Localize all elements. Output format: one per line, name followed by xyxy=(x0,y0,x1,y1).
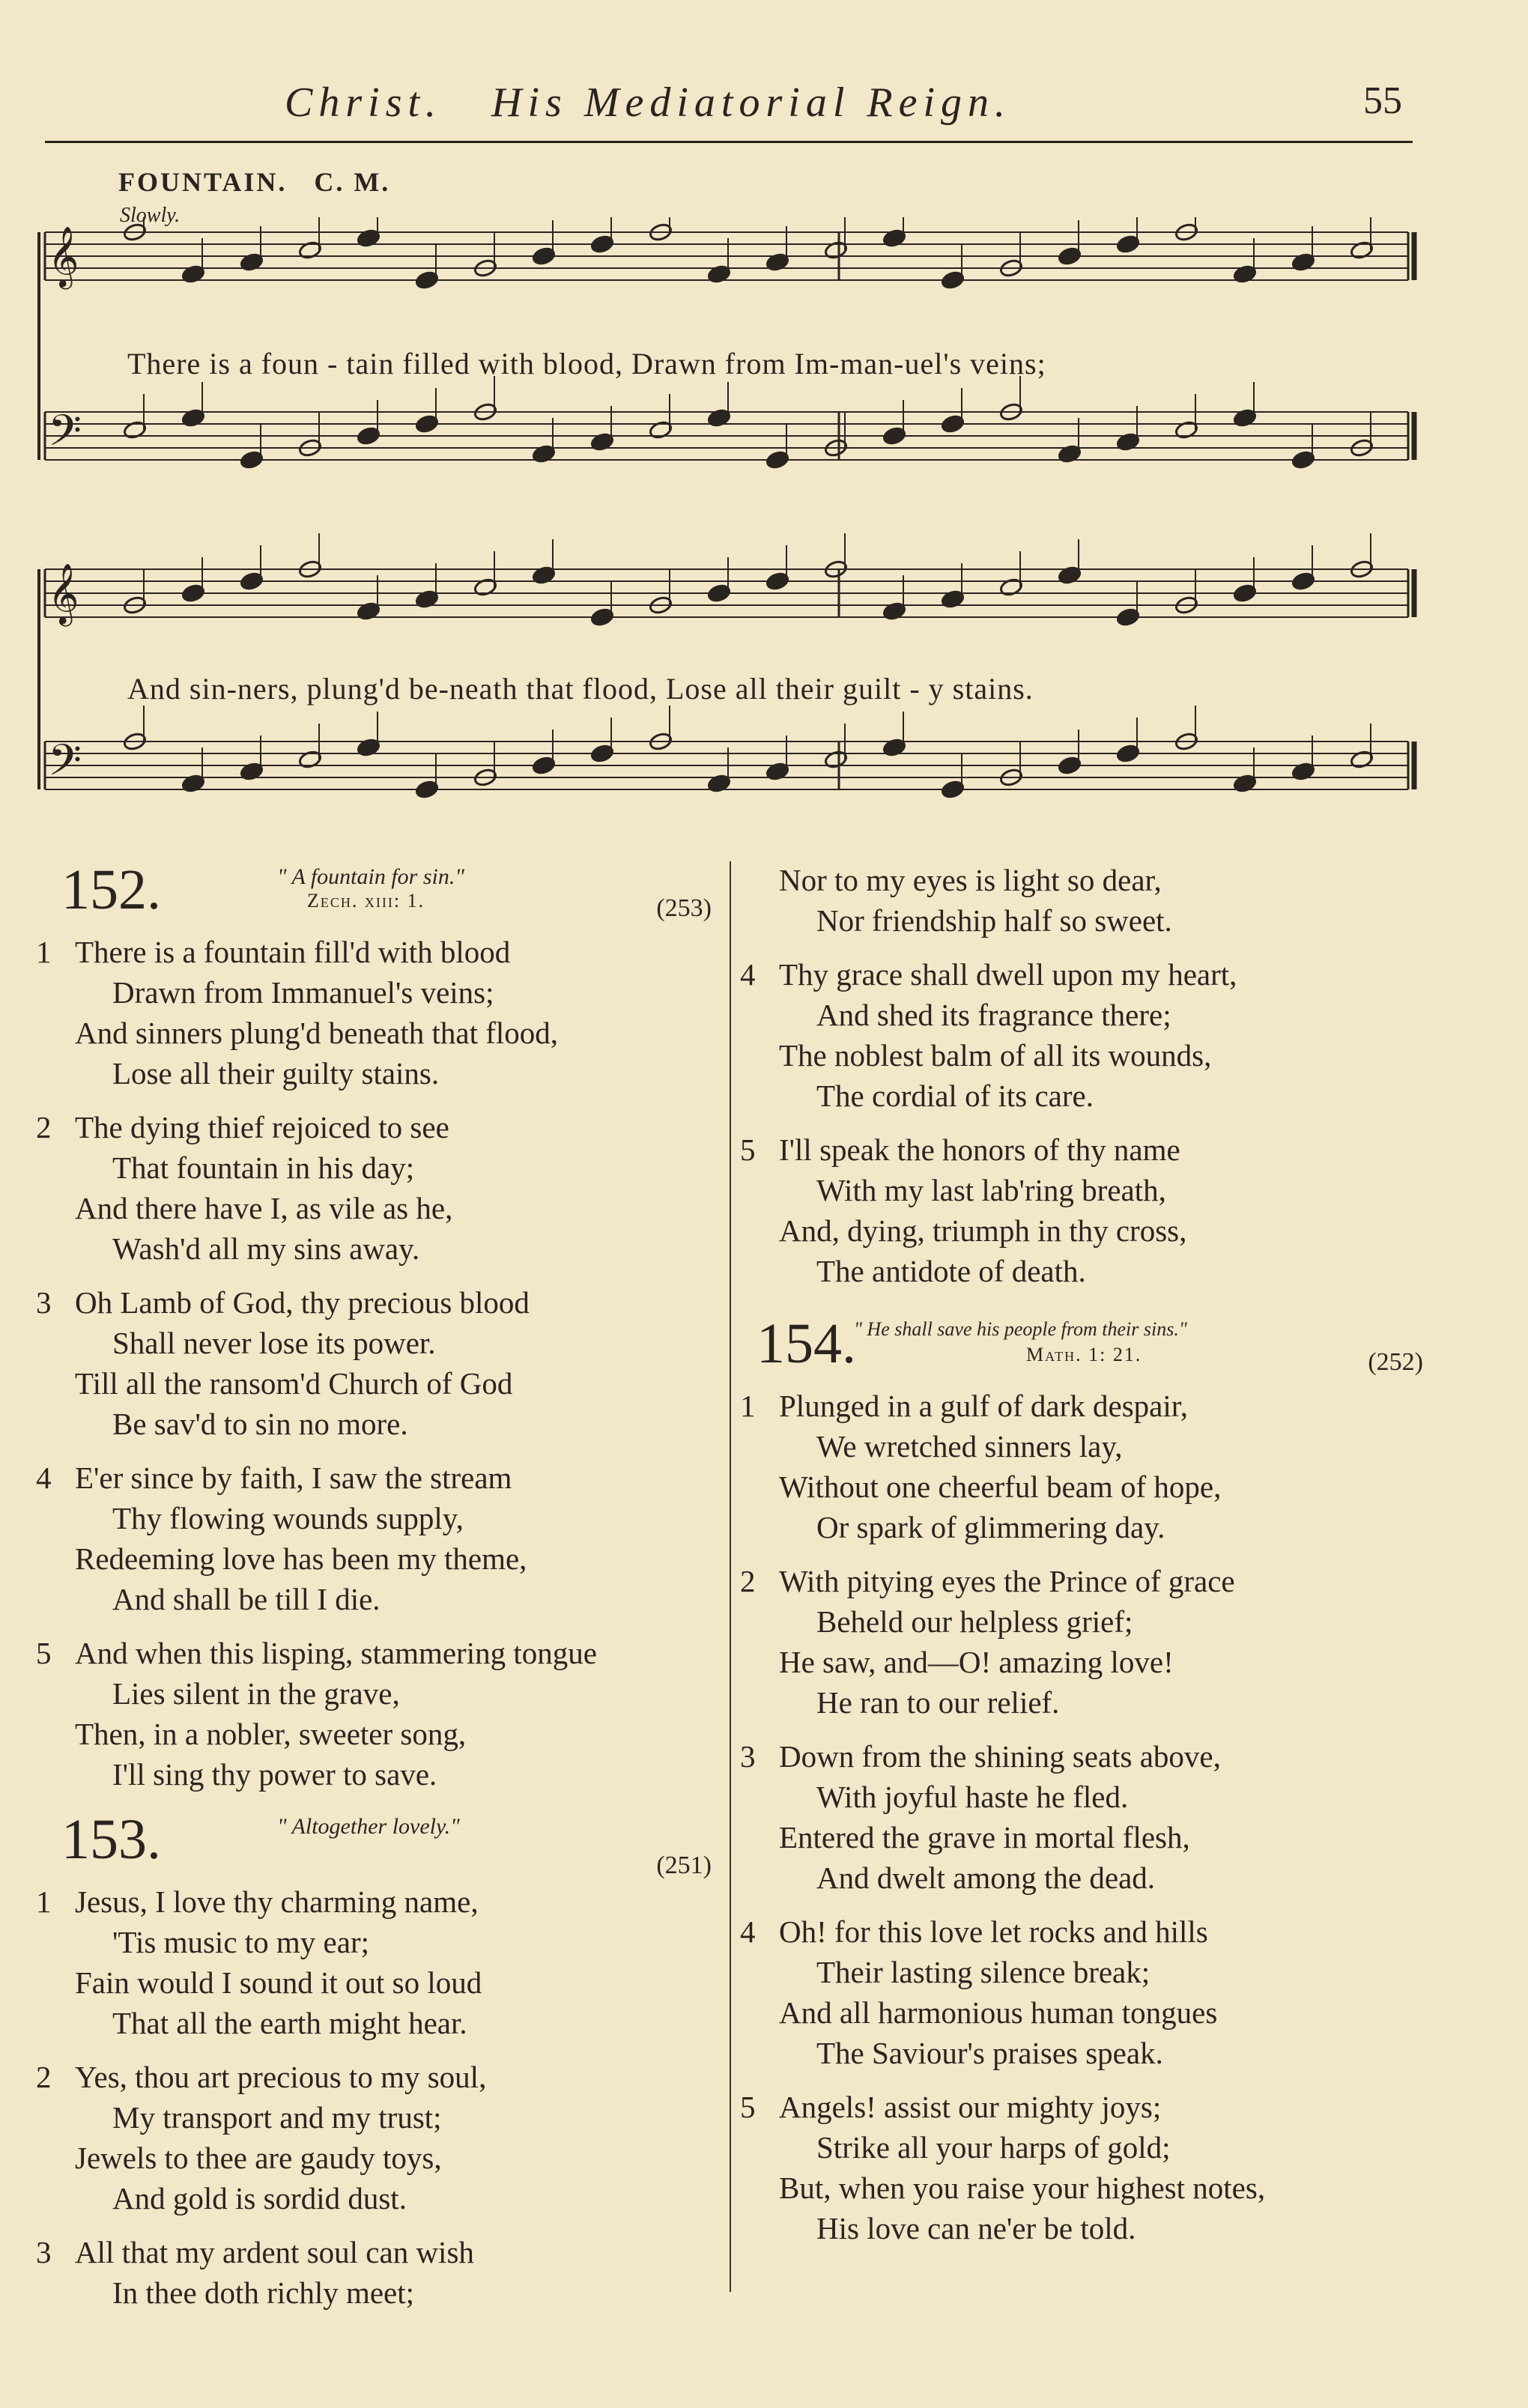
lyrics-line-1: There is a foun - tain filled with blood, Drawn from Im-man-uel's veins; xyxy=(127,347,1046,380)
hymn-line xyxy=(734,2208,1423,2248)
hymn-line xyxy=(30,1538,727,1579)
line-text: And sinners plung'd beneath that flood, xyxy=(75,1016,559,1050)
hymn-line xyxy=(30,1147,727,1188)
bass-clef-icon: 𝄢 xyxy=(48,405,82,467)
hymn-line xyxy=(30,2138,727,2178)
hymn-line xyxy=(734,1642,1423,1682)
hymn-line xyxy=(30,1013,727,1053)
line-text: Drawn from Immanuel's veins; xyxy=(112,975,494,1010)
hymn-line xyxy=(734,1251,1423,1291)
hymn-line xyxy=(30,1714,727,1754)
line-text: In thee doth richly meet; xyxy=(112,2275,415,2310)
hymn-motto: " A fountain for sin." xyxy=(277,864,464,889)
line-text: The dying thief rejoiced to see xyxy=(75,1110,449,1144)
hymn-number: 152. xyxy=(61,858,161,921)
music-score xyxy=(30,217,1431,839)
line-text: Beheld our helpless grief; xyxy=(816,1604,1133,1639)
hymn-line xyxy=(734,1507,1423,1547)
treble-clef-icon: 𝄞 xyxy=(48,562,79,624)
running-head xyxy=(285,79,1528,124)
bass-clef-icon: 𝄢 xyxy=(48,735,82,796)
stanza-number: 5 xyxy=(740,2090,756,2124)
stanza xyxy=(734,954,1423,1116)
line-text: We wretched sinners lay, xyxy=(816,1429,1123,1464)
line-text: Jesus, I love thy charming name, xyxy=(75,1884,479,1919)
line-text: That all the earth might hear. xyxy=(112,2006,467,2040)
hymn-line xyxy=(734,1817,1423,1857)
stanza-number: 5 xyxy=(36,1636,52,1670)
line-text: With joyful haste he fled. xyxy=(816,1780,1129,1814)
line-text: And shed its fragrance there; xyxy=(816,998,1171,1032)
line-text: And dwelt among the dead. xyxy=(816,1860,1156,1895)
line-text: And shall be till I die. xyxy=(112,1582,381,1616)
line-text: And there have I, as vile as he, xyxy=(75,1191,453,1225)
hymn-line xyxy=(30,932,727,972)
hymn-line xyxy=(30,1579,727,1619)
line-text: And when this lisping, stammering tongue xyxy=(75,1636,597,1670)
score-svg xyxy=(30,217,1431,839)
hymn-line xyxy=(30,1922,727,1962)
hymn-line xyxy=(30,1188,727,1228)
tune-name: FOUNTAIN. C. M. xyxy=(118,167,391,197)
stanza xyxy=(30,1107,727,1269)
hymn-line xyxy=(30,972,727,1013)
hymn-line xyxy=(30,1107,727,1147)
hymn-line xyxy=(734,1777,1423,1817)
hymn-line xyxy=(734,900,1423,941)
hymn-line xyxy=(734,954,1423,995)
hymn-line xyxy=(30,2178,727,2219)
stanza-list xyxy=(734,1386,1423,2248)
hymn-line xyxy=(30,1228,727,1269)
stanza-number: 2 xyxy=(36,1110,52,1144)
line-text: He ran to our relief. xyxy=(816,1685,1060,1720)
stanza-number: 1 xyxy=(740,1389,756,1423)
hymn-line xyxy=(734,1561,1423,1601)
line-text: And, dying, triumph in thy cross, xyxy=(779,1213,1187,1248)
hymn-153 xyxy=(30,1810,727,2313)
left-column xyxy=(30,860,727,2326)
line-text: Jewels to thee are gaudy toys, xyxy=(75,2141,442,2175)
hymn-154 xyxy=(734,1314,1423,2248)
hymn-line xyxy=(30,1673,727,1714)
header-rule xyxy=(45,141,1413,143)
stanza xyxy=(30,2057,727,2219)
line-text: E'er since by faith, I saw the stream xyxy=(75,1461,512,1495)
hymn-line xyxy=(30,1053,727,1094)
stanza xyxy=(734,1129,1423,1291)
hymn-line xyxy=(30,1633,727,1673)
line-text: And all harmonious human tongues xyxy=(779,1995,1218,2030)
hymn-line xyxy=(734,2033,1423,2073)
hymn-line xyxy=(30,2057,727,2097)
hymn-line xyxy=(30,1881,727,1922)
stanza xyxy=(734,2087,1423,2248)
hymn-line xyxy=(30,1282,727,1323)
stanza-number: 1 xyxy=(36,1884,52,1919)
right-column xyxy=(734,860,1423,2262)
line-text: All that my ardent soul can wish xyxy=(75,2235,474,2269)
hymn-line xyxy=(30,1458,727,1498)
stanza xyxy=(734,1911,1423,2073)
line-text: Without one cheerful beam of hope, xyxy=(779,1470,1222,1504)
line-text: But, when you raise your highest notes, xyxy=(779,2171,1266,2205)
line-text: 'Tis music to my ear; xyxy=(112,1925,369,1959)
hymn-line xyxy=(734,1210,1423,1251)
line-text: Or spark of glimmering day. xyxy=(816,1510,1165,1544)
line-text: Plunged in a gulf of dark despair, xyxy=(779,1389,1189,1423)
line-text: The cordial of its care. xyxy=(816,1079,1094,1113)
line-text: Shall never lose its power. xyxy=(112,1326,436,1360)
hymn-line xyxy=(30,2272,727,2313)
hymn-line xyxy=(30,1404,727,1444)
hymn-line xyxy=(734,1467,1423,1507)
hymn-line xyxy=(734,1952,1423,1992)
hymn-line xyxy=(734,1682,1423,1723)
line-text: There is a fountain fill'd with blood xyxy=(75,935,511,969)
stanza-number: 3 xyxy=(740,1739,756,1774)
line-text: His love can ne'er be told. xyxy=(816,2211,1136,2245)
hymn-header xyxy=(30,860,727,932)
line-text: Down from the shining seats above, xyxy=(779,1739,1221,1774)
hymn-line xyxy=(734,860,1423,900)
line-text: The Saviour's praises speak. xyxy=(816,2036,1163,2070)
tune-reference: (253) xyxy=(656,894,712,922)
stanza-number: 2 xyxy=(740,1564,756,1598)
line-text: Thy flowing wounds supply, xyxy=(112,1501,464,1535)
stanza xyxy=(734,860,1423,941)
line-text: Fain would I sound it out so loud xyxy=(75,1965,482,2000)
scripture-reference: Math. 1: 21. xyxy=(1026,1344,1142,1365)
hymn-line xyxy=(30,1363,727,1404)
stanza-number: 4 xyxy=(740,957,756,992)
line-text: Oh! for this love let rocks and hills xyxy=(779,1914,1208,1949)
line-text: Nor to my eyes is light so dear, xyxy=(779,863,1162,897)
line-text: The antidote of death. xyxy=(816,1254,1086,1288)
stanza-number: 4 xyxy=(740,1914,756,1949)
hymn-153-continuation xyxy=(734,860,1423,1291)
line-text: Till all the ransom'd Church of God xyxy=(75,1366,513,1401)
stanza xyxy=(30,1282,727,1444)
line-text: Lies silent in the grave, xyxy=(112,1676,400,1711)
line-text: With my last lab'ring breath, xyxy=(816,1173,1166,1207)
line-text: The noblest balm of all its wounds, xyxy=(779,1038,1212,1073)
hymn-line xyxy=(734,1601,1423,1642)
hymn-line xyxy=(734,1992,1423,2033)
line-text: Wash'd all my sins away. xyxy=(112,1231,420,1266)
hymn-header xyxy=(30,1810,727,1881)
stanza-list xyxy=(30,932,727,1795)
line-text: I'll sing thy power to save. xyxy=(112,1757,437,1792)
page-number: 55 xyxy=(1363,79,1402,122)
line-text: And gold is sordid dust. xyxy=(112,2181,407,2216)
hymn-number: 153. xyxy=(61,1808,161,1871)
stanza xyxy=(734,1561,1423,1723)
hymn-line xyxy=(734,1170,1423,1210)
hymn-line xyxy=(734,1857,1423,1898)
hymn-152 xyxy=(30,860,727,1795)
line-text: Thy grace shall dwell upon my heart, xyxy=(779,957,1237,992)
hymn-line xyxy=(30,1754,727,1795)
treble-clef-icon: 𝄞 xyxy=(48,225,79,287)
line-text: Yes, thou art precious to my soul, xyxy=(75,2060,487,2094)
hymn-line xyxy=(30,2003,727,2043)
line-text: That fountain in his day; xyxy=(112,1150,415,1185)
hymn-line xyxy=(30,1498,727,1538)
stanza xyxy=(734,1386,1423,1547)
stanza-number: 5 xyxy=(740,1132,756,1167)
hymn-line xyxy=(734,1426,1423,1467)
scripture-reference: Zech. xiii: 1. xyxy=(307,890,425,912)
stanza xyxy=(30,932,727,1094)
hymn-line xyxy=(734,1076,1423,1116)
line-text: Redeeming love has been my theme, xyxy=(75,1541,527,1576)
hymn-line xyxy=(734,995,1423,1035)
hymn-motto: " Altogether lovely." xyxy=(277,1814,460,1839)
line-text: He saw, and—O! amazing love! xyxy=(779,1645,1174,1679)
stanza xyxy=(30,2232,727,2313)
hymn-motto: " He shall save his people from their sins." xyxy=(854,1318,1187,1340)
hymn-line xyxy=(30,1962,727,2003)
hymn-line xyxy=(30,1323,727,1363)
hymn-line xyxy=(30,2097,727,2138)
stanza xyxy=(30,1881,727,2043)
line-text: With pitying eyes the Prince of grace xyxy=(779,1564,1235,1598)
line-text: Oh Lamb of God, thy precious blood xyxy=(75,1285,530,1320)
line-text: Angels! assist our mighty joys; xyxy=(779,2090,1162,2124)
stanza-number: 4 xyxy=(36,1461,52,1495)
line-text: Then, in a nobler, sweeter song, xyxy=(75,1717,467,1751)
hymn-line xyxy=(734,1736,1423,1777)
line-text: Entered the grave in mortal flesh, xyxy=(779,1820,1190,1854)
running-title: Christ. His Mediatorial Reign. xyxy=(285,79,1011,126)
line-text: Be sav'd to sin no more. xyxy=(112,1407,408,1441)
stanza xyxy=(30,1633,727,1795)
tempo-marking: Slowly. xyxy=(120,204,181,227)
line-text: I'll speak the honors of thy name xyxy=(779,1132,1180,1167)
tune-reference: (251) xyxy=(656,1852,712,1879)
line-text: Lose all their guilty stains. xyxy=(112,1056,440,1091)
hymn-header xyxy=(734,1314,1423,1386)
hymn-line xyxy=(734,2127,1423,2168)
lyrics-line-2: And sin-ners, plung'd be-neath that flood, Lose all their guilt - y stains. xyxy=(127,672,1034,706)
line-text: Nor friendship half so sweet. xyxy=(816,903,1172,938)
stanza xyxy=(30,1458,727,1619)
line-text: Strike all your harps of gold; xyxy=(816,2130,1171,2165)
hymn-line xyxy=(734,2087,1423,2127)
stanza-list xyxy=(30,1881,727,2313)
stanza-number: 2 xyxy=(36,2060,52,2094)
stanza xyxy=(734,1736,1423,1898)
stanza-number: 1 xyxy=(36,935,52,969)
hymn-line xyxy=(734,1129,1423,1170)
hymn-line xyxy=(30,2232,727,2272)
hymn-line xyxy=(734,1386,1423,1426)
tune-reference: (252) xyxy=(1368,1348,1423,1376)
hymn-line xyxy=(734,2168,1423,2208)
column-divider xyxy=(730,861,731,2292)
hymn-number: 154. xyxy=(757,1312,856,1375)
stanza-number: 3 xyxy=(36,1285,52,1320)
hymn-line xyxy=(734,1911,1423,1952)
stanza-number: 3 xyxy=(36,2235,52,2269)
line-text: Their lasting silence break; xyxy=(816,1955,1150,1989)
line-text: My transport and my trust; xyxy=(112,2100,442,2135)
hymn-line xyxy=(734,1035,1423,1076)
